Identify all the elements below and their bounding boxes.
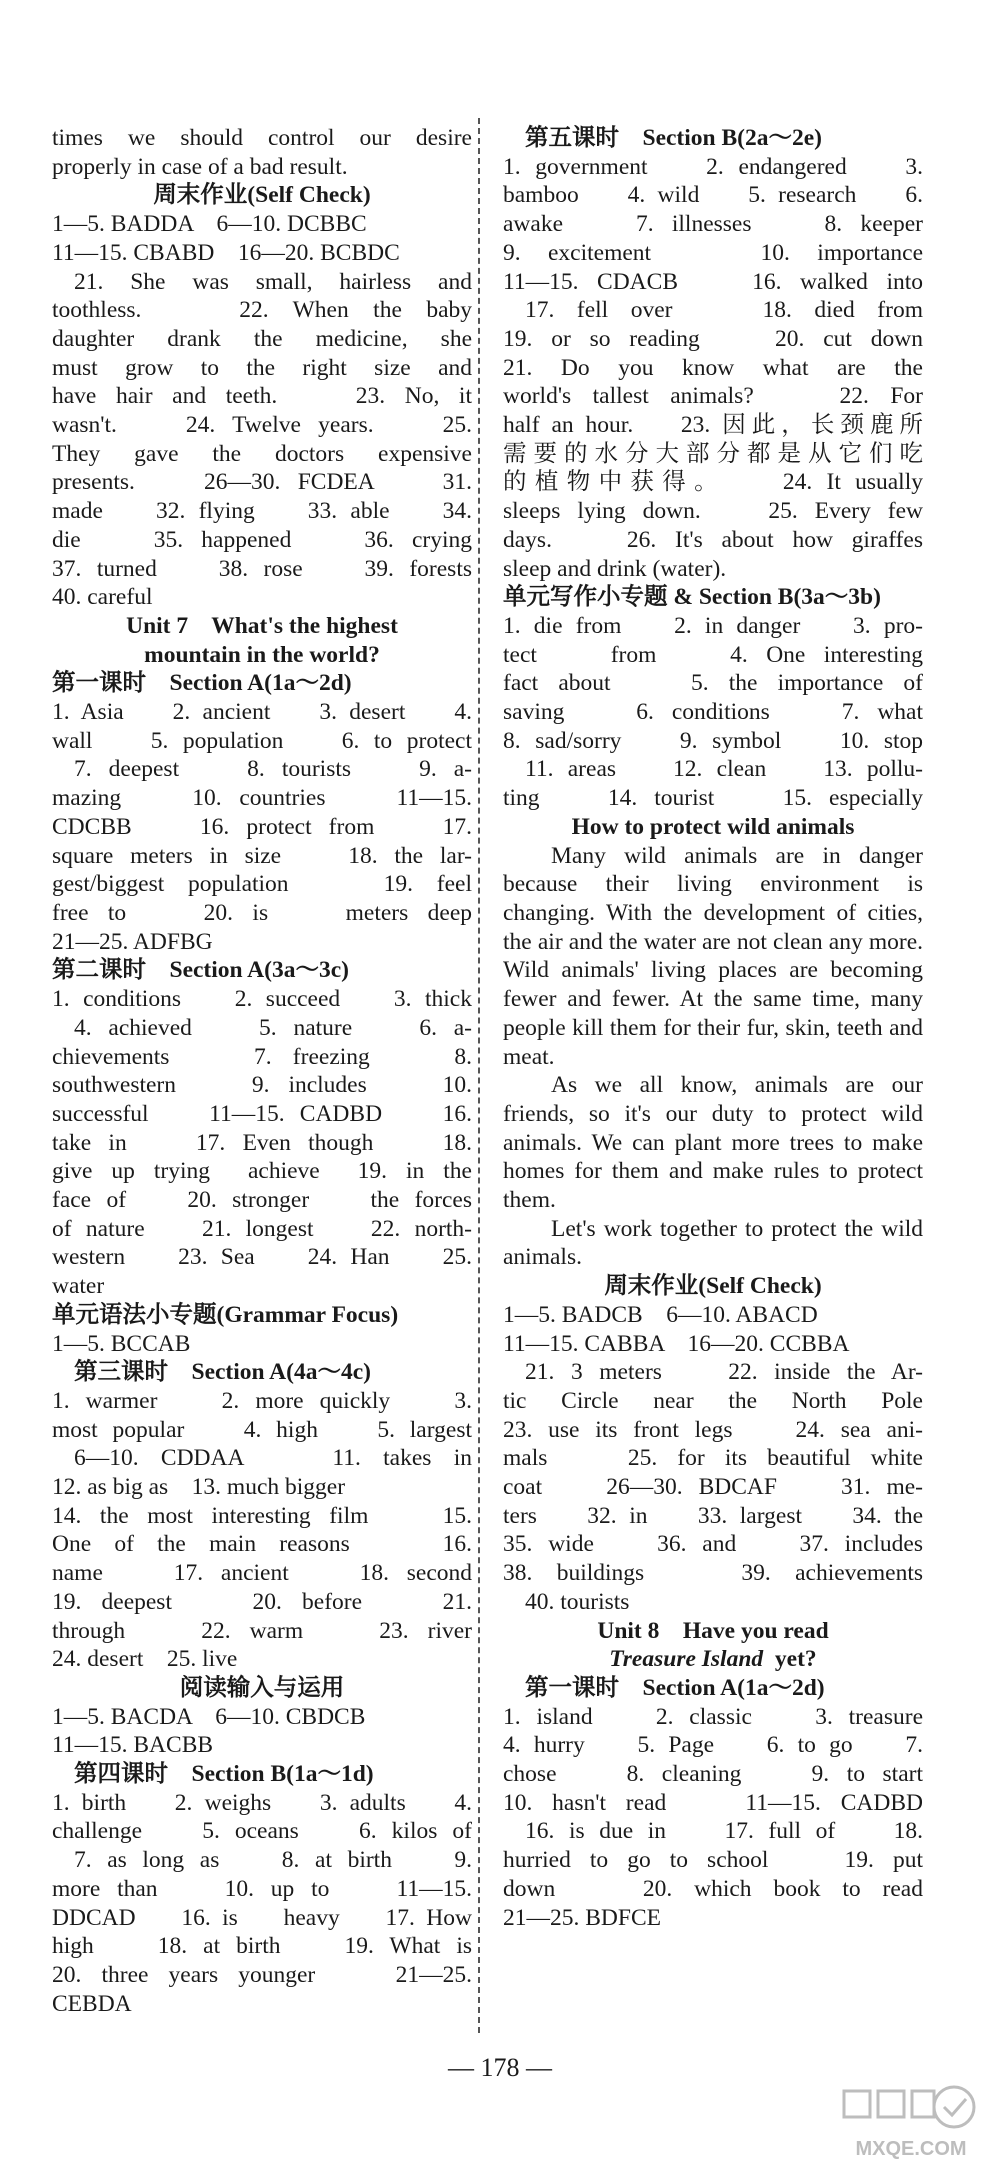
section-title: 周末作业(Self Check) xyxy=(604,1273,822,1300)
lesson-heading: 单元语法小专题(Grammar Focus) xyxy=(52,1301,399,1328)
answer-line: through 22. warm 23. river xyxy=(52,1617,472,1644)
section-title: mountain in the world? xyxy=(144,641,380,668)
answer-line: 24. desert 25. live xyxy=(52,1646,238,1673)
answer-line: 的植物中获得。 24. It usually xyxy=(503,469,923,496)
answer-line: 38. buildings 39. achievements xyxy=(503,1560,923,1587)
answer-line: most popular 4. high 5. largest xyxy=(52,1416,472,1443)
answer-line: square meters in size 18. the lar- xyxy=(52,842,472,869)
section-title: 周末作业(Self Check) xyxy=(153,182,371,209)
answer-line: 37. turned 38. rose 39. forests xyxy=(52,555,472,582)
answer-line: 1—5. BACDA 6—10. CBDCB xyxy=(52,1703,366,1730)
answer-line: more than 10. up to 11—15. xyxy=(52,1875,472,1902)
essay-how-to-protect-wild-animals xyxy=(503,842,923,1273)
answer-line: CDCBB 16. protect from 17. xyxy=(52,813,472,840)
answer-line: of nature 21. longest 22. north- xyxy=(52,1215,472,1242)
answer-line: tect from 4. One interesting xyxy=(503,641,923,668)
answer-line: ters 32. in 33. largest 34. the xyxy=(503,1502,923,1529)
answer-line: face of 20. stronger the forces xyxy=(52,1187,472,1214)
answer-line: 8. sad/sorry 9. symbol 10. stop xyxy=(503,727,923,754)
answer-line: 1. die from 2. in danger 3. pro- xyxy=(503,612,923,639)
answer-line: toothless. 22. When the baby xyxy=(52,297,472,324)
answer-line: 11—15. CDACB 16. walked into xyxy=(503,268,923,295)
answer-line: 1. island 2. classic 3. treasure xyxy=(503,1703,923,1730)
answer-line: 21. Do you know what are the xyxy=(503,354,923,381)
section-title: How to protect wild animals xyxy=(571,813,855,840)
answer-line: chose 8. cleaning 9. to start xyxy=(503,1761,923,1788)
answer-line: 14. the most interesting film 15. xyxy=(52,1502,472,1529)
essay-paragraph: Many wild animals are in danger because their living environment is changing. With the development of cities, the air and the water are not clean any more. Wild animals' living places are becoming fewer and fewer. At the same time, many people kill them for their fur, skin, teeth and meat. xyxy=(503,842,923,1070)
answer-line: 1. birth 2. weighs 3. adults 4. xyxy=(52,1789,472,1816)
answer-line: take in 17. Even though 18. xyxy=(52,1129,472,1156)
answer-line: 9. excitement 10. importance xyxy=(503,239,923,266)
answer-line: made 32. flying 33. able 34. xyxy=(52,498,472,525)
answer-line: 21. 3 meters 22. inside the Ar- xyxy=(525,1359,923,1386)
answer-line: 1—5. BADCB 6—10. ABACD xyxy=(503,1301,818,1328)
answer-line: 40. tourists xyxy=(525,1588,630,1615)
answer-line: 7. as long as 8. at birth 9. xyxy=(74,1847,472,1874)
answer-line: wasn't. 24. Twelve years. 25. xyxy=(52,412,472,439)
answer-line: name 17. ancient 18. second xyxy=(52,1560,472,1587)
section-title: 阅读输入与运用 xyxy=(179,1674,345,1701)
answer-line: times we should control our desire xyxy=(52,125,472,151)
answer-line: sleeps lying down. 25. Every few xyxy=(503,498,923,525)
answer-line: 11—15. CABBA 16—20. CCBBA xyxy=(503,1330,850,1357)
answer-line: properly in case of a bad result. xyxy=(52,153,348,180)
answer-line: 19. or so reading 20. cut down xyxy=(503,325,923,352)
lesson-heading: 第二课时 Section A(3a～3c) xyxy=(52,957,349,984)
lesson-heading: 单元写作小专题 & Section B(3a～3b) xyxy=(503,584,881,611)
left-column xyxy=(52,124,472,2018)
answer-line: 21—25. ADFBG xyxy=(52,928,213,955)
answer-line: sleep and drink (water). xyxy=(503,555,727,582)
lesson-heading: 第一课时 Section A(1a～2d) xyxy=(525,1674,825,1701)
answer-line: southwestern 9. includes 10. xyxy=(52,1072,472,1099)
answer-line: 17. fell over 18. died from xyxy=(525,297,923,324)
right-column-answers-bottom xyxy=(503,1272,923,1932)
answer-line: world's tallest animals? 22. For xyxy=(503,383,923,410)
answer-line: down 20. which book to read xyxy=(503,1875,923,1902)
lesson-heading: 第一课时 Section A(1a～2d) xyxy=(52,670,352,697)
answer-line: 23. use its front legs 24. sea ani- xyxy=(503,1416,923,1443)
answer-line: 1. warmer 2. more quickly 3. xyxy=(52,1387,472,1414)
answer-line: 1. Asia 2. ancient 3. desert 4. xyxy=(52,699,472,726)
answer-line: die 35. happened 36. crying xyxy=(52,526,472,553)
answer-line: 21. She was small, hairless and xyxy=(74,268,472,295)
answer-line: western 23. Sea 24. Han 25. xyxy=(52,1244,472,1271)
answer-line: 20. three years younger 21—25. xyxy=(52,1962,472,1988)
answer-line: 12. as big as 13. much bigger xyxy=(52,1474,346,1501)
svg-text:MXQE.COM: MXQE.COM xyxy=(855,2138,967,2160)
answer-line: 19. deepest 20. before 21. xyxy=(52,1588,472,1615)
answer-line: 6—10. CDDAA 11. takes in xyxy=(74,1445,472,1472)
answer-line: free to 20. is meters deep xyxy=(52,899,472,926)
answer-line: 16. is due in 17. full of 18. xyxy=(525,1818,923,1845)
answer-line: 4. hurry 5. Page 6. to go 7. xyxy=(503,1732,923,1759)
answer-line: high 18. at birth 19. What is xyxy=(52,1933,472,1960)
answer-line: 1—5. BCCAB xyxy=(52,1330,191,1357)
answer-line: They gave the doctors expensive xyxy=(52,440,472,467)
answer-line: wall 5. population 6. to protect xyxy=(52,727,472,754)
answer-line: daughter drank the medicine, she xyxy=(52,325,472,352)
lesson-heading: 第五课时 Section B(2a～2e) xyxy=(525,125,822,151)
answer-line: One of the main reasons 16. xyxy=(52,1531,472,1558)
answer-line: presents. 26—30. FCDEA 31. xyxy=(52,469,472,496)
answer-line: mals 25. for its beautiful white xyxy=(503,1445,923,1472)
answer-line: mazing 10. countries 11—15. xyxy=(52,785,472,812)
answer-line: CEBDA xyxy=(52,1990,132,2017)
answer-line: 需要的水分大部分都是从它们吃 xyxy=(503,440,923,467)
lesson-heading: 第四课时 Section B(1a～1d) xyxy=(74,1761,374,1788)
right-column-answers-top xyxy=(503,124,923,842)
answer-line: saving 6. conditions 7. what xyxy=(503,699,923,726)
answer-line: 7. deepest 8. tourists 9. a- xyxy=(74,756,472,783)
answer-line: chievements 7. freezing 8. xyxy=(52,1043,472,1070)
column-divider xyxy=(478,118,480,2033)
answer-line: 11—15. CBABD 16—20. BCBDC xyxy=(52,239,400,266)
answer-line: gest/biggest population 19. feel xyxy=(52,871,472,898)
answer-line: fact about 5. the importance of xyxy=(503,670,923,697)
answer-line: must grow to the right size and xyxy=(52,354,472,381)
essay-paragraph: Let's work together to protect the wild animals. xyxy=(503,1215,923,1271)
answer-line: half an hour. 23. 因此，长颈鹿所 xyxy=(503,412,923,439)
answer-line: 11. areas 12. clean 13. pollu- xyxy=(525,756,923,783)
section-title: Treasure Island yet? xyxy=(609,1646,817,1673)
answer-line: 1. conditions 2. succeed 3. thick xyxy=(52,986,472,1013)
answer-line: 1. government 2. endangered 3. xyxy=(503,153,923,180)
answer-line: successful 11—15. CADBD 16. xyxy=(52,1100,472,1127)
answer-line: give up trying achieve 19. in the xyxy=(52,1158,472,1185)
answer-line: 11—15. BACBB xyxy=(52,1732,214,1759)
answer-line: bamboo 4. wild 5. research 6. xyxy=(503,182,923,209)
answer-line: 4. achieved 5. nature 6. a- xyxy=(74,1014,472,1041)
answer-line: 40. careful xyxy=(52,584,153,611)
answer-line: awake 7. illnesses 8. keeper xyxy=(503,211,923,238)
answer-line: have hair and teeth. 23. No, it xyxy=(52,383,472,410)
section-title: Unit 8 Have you read xyxy=(597,1617,829,1644)
answer-line: coat 26—30. BDCAF 31. me- xyxy=(503,1474,923,1501)
answer-line: 1—5. BADDA 6—10. DCBBC xyxy=(52,211,367,238)
answer-line: tic Circle near the North Pole xyxy=(503,1387,923,1414)
answer-line: DDCAD 16. is heavy 17. How xyxy=(52,1904,472,1931)
answer-line: 35. wide 36. and 37. includes xyxy=(503,1531,923,1558)
section-title: Unit 7 What's the highest xyxy=(126,612,398,639)
page-number: — 178 — xyxy=(448,2053,552,2082)
answer-line: days. 26. It's about how giraffes xyxy=(503,526,923,553)
answer-line: hurried to go to school 19. put xyxy=(503,1847,923,1874)
answer-line: 10. hasn't read 11—15. CADBD xyxy=(503,1789,923,1816)
answer-line: ting 14. tourist 15. especially xyxy=(503,785,923,812)
answer-line: 21—25. BDFCE xyxy=(503,1904,661,1931)
answer-line: challenge 5. oceans 6. kilos of xyxy=(52,1818,472,1845)
answer-line: water xyxy=(52,1273,105,1300)
watermark-logo xyxy=(836,2077,986,2167)
right-column xyxy=(503,124,923,1932)
lesson-heading: 第三课时 Section A(4a～4c) xyxy=(74,1359,371,1386)
book-title: Treasure Island xyxy=(609,1646,764,1673)
essay-paragraph: As we all know, animals are our friends, so it's our duty to protect wild animals. We can plant more trees to make homes for them and make rules to protect them. xyxy=(503,1072,923,1214)
